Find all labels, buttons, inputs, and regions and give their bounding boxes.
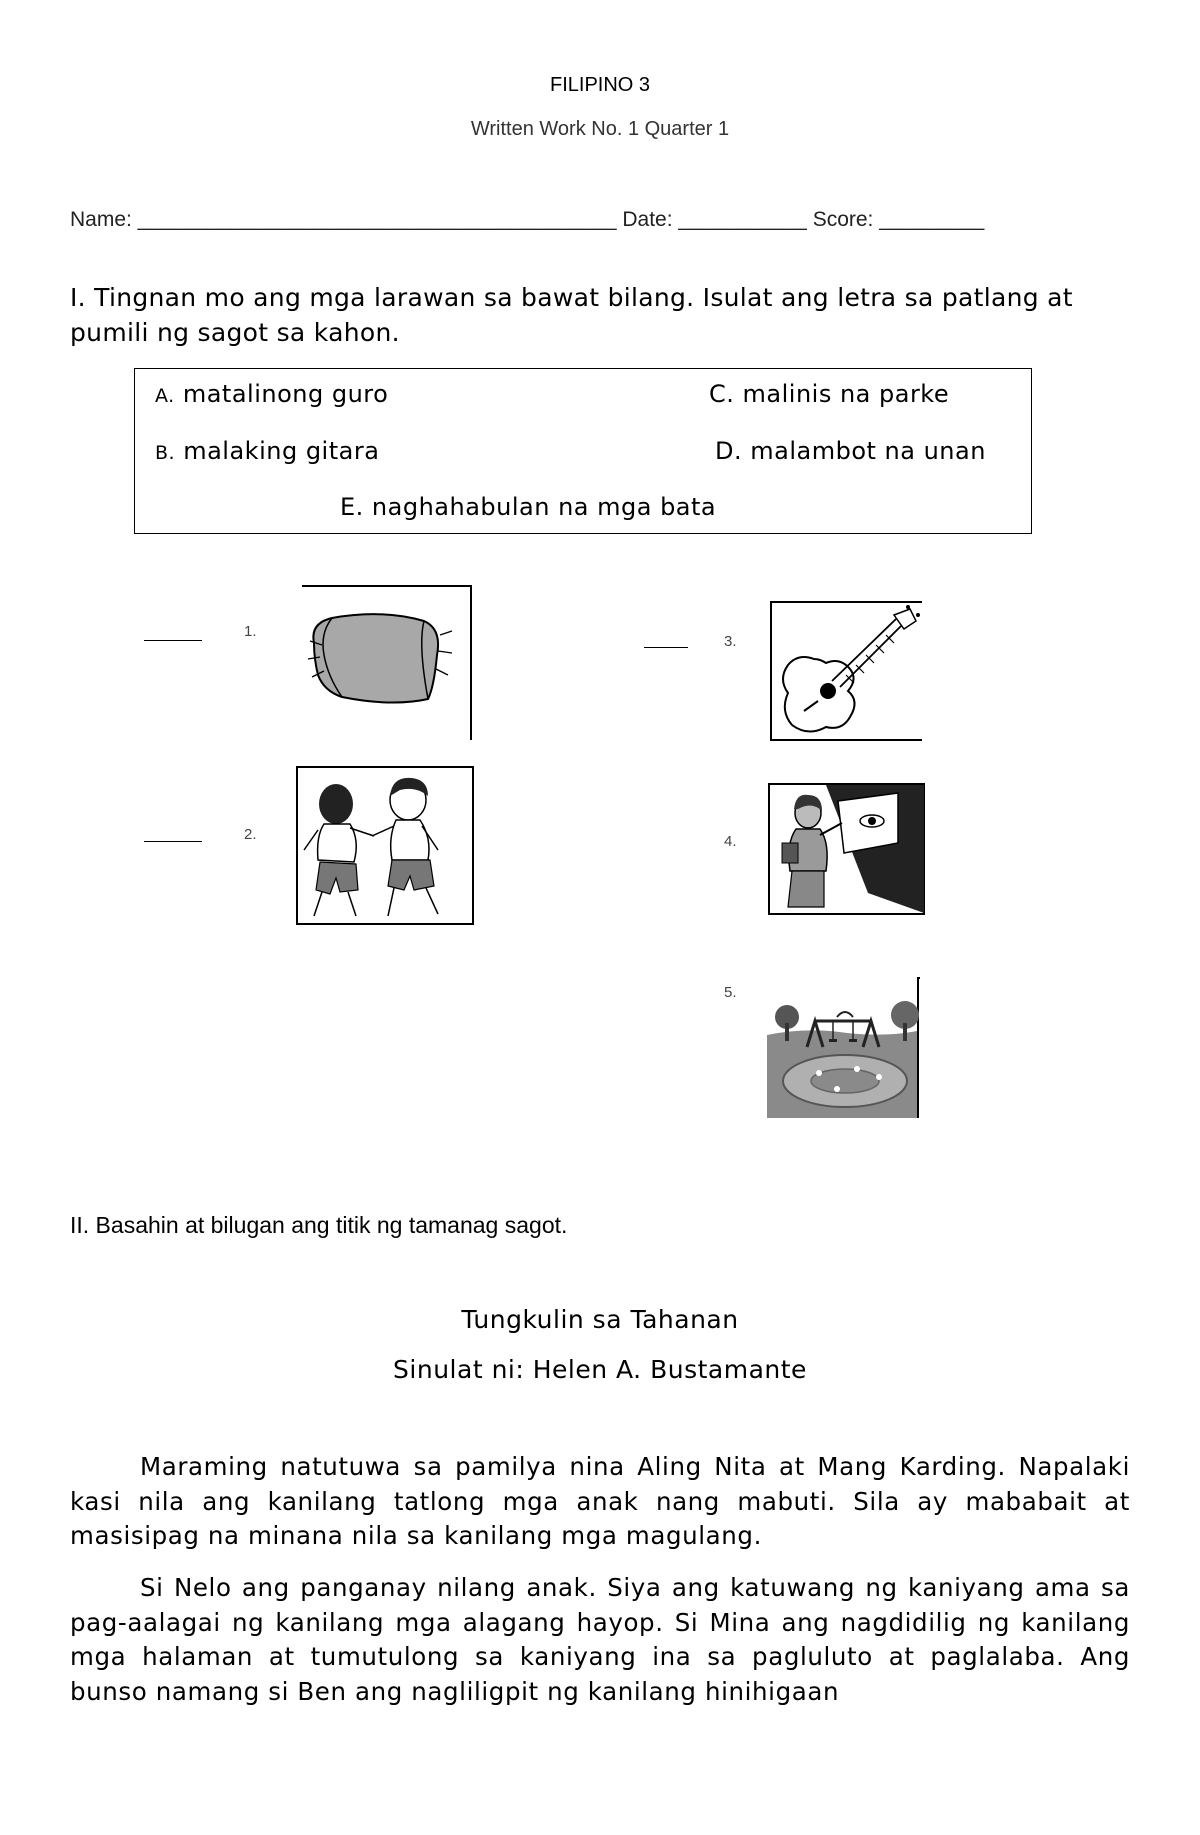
- story-author: Sinulat ni: Helen A. Bustamante: [393, 1355, 807, 1384]
- park-image: [767, 977, 920, 1118]
- story-paragraph-2: Si Nelo ang panganay nilang anak. Siya ang katuwang ng kaniyang ama sa pag-aalagai ng kanilang mga alagang hayop. Si Mina ang nagdidilig ng kanilang mga halaman at tumutulong sa kaniyang ina sa pagluluto at paglalaba. Ang bunso namang si Ben ang nagliligpit ng kanilang hinihigaan: [70, 1573, 1130, 1706]
- worksheet-title: FILIPINO 3: [549, 74, 651, 96]
- choice-e: E. naghahabulan na mga bata: [340, 493, 717, 521]
- choices-box: [134, 368, 1032, 534]
- choice-d: D. malambot na unan: [715, 437, 986, 465]
- item-number-3: 3.: [724, 633, 737, 650]
- item-number-2: 2.: [244, 826, 257, 843]
- part1-instruction: I. Tingnan mo ang mga larawan sa bawat bilang. Isulat ang letra sa patlang at pumili ng sagot sa kahon.: [70, 283, 1073, 347]
- choice-b-letter: B.: [155, 442, 176, 464]
- story-paragraph-1: Maraming natutuwa sa pamilya nina Aling Nita at Mang Karding. Napalaki kasi nila ang kanilang tatlong mga anak nang mabuti. Sila ay mababait at masisipag na minana nila sa kanilang mga magulang.: [70, 1452, 1130, 1550]
- answer-blank-3: [644, 647, 688, 648]
- pillow-image: [302, 585, 472, 740]
- item-number-1: 1.: [244, 623, 257, 640]
- choice-c: C. malinis na parke: [709, 380, 950, 408]
- choice-a-letter: A.: [155, 385, 175, 407]
- guitar-image: [770, 601, 922, 742]
- student-info-line: Name: _________________________________________ Date: ___________ Score: _________: [70, 208, 985, 231]
- worksheet-subtitle: Written Work No. 1 Quarter 1: [470, 118, 730, 140]
- story-title: Tungkulin sa Tahanan: [461, 1305, 739, 1334]
- answer-blank-2: [144, 841, 202, 842]
- choice-a: [155, 380, 388, 408]
- part2-instruction: II. Basahin at bilugan ang titik ng tamanag sagot.: [70, 1212, 568, 1238]
- children-chasing-image: [296, 766, 474, 925]
- answer-blank-1: [144, 640, 202, 641]
- item-number-4: 4.: [724, 833, 737, 850]
- choice-a-text: matalinong guro: [182, 380, 389, 408]
- choice-b-text: malaking gitara: [183, 437, 380, 465]
- item-number-5: 5.: [724, 984, 737, 1001]
- choice-b: [155, 437, 379, 465]
- teacher-image: [768, 783, 925, 915]
